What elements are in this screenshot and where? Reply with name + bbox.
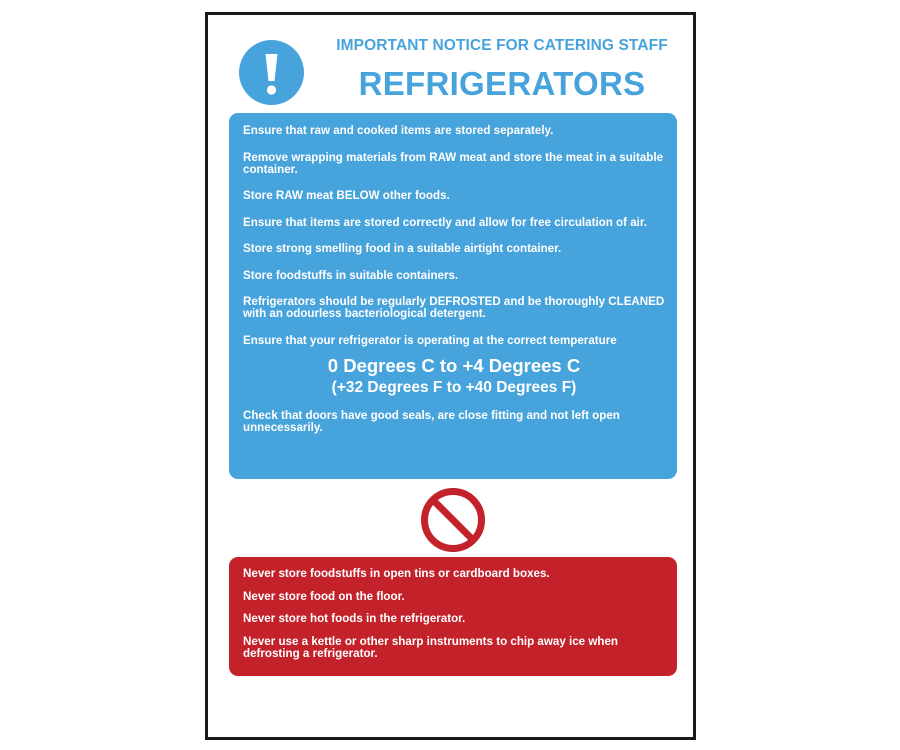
temperature-fahrenheit: (+32 Degrees F to +40 Degrees F) bbox=[331, 378, 577, 396]
exclamation-icon bbox=[239, 40, 304, 105]
notice-sign bbox=[205, 12, 696, 740]
dos-item: Store strong smelling food in a suitable airtight container. bbox=[243, 242, 562, 255]
donts-panel bbox=[229, 557, 677, 676]
dos-panel bbox=[229, 113, 677, 479]
donts-item: Never store foodstuffs in open tins or cardboard boxes. bbox=[243, 567, 550, 580]
dos-item: Ensure that items are stored correctly and allow for free circulation of air. bbox=[243, 215, 647, 229]
dos-item: Store foodstuffs in suitable containers. bbox=[243, 268, 459, 282]
notice-subtitle: IMPORTANT NOTICE FOR CATERING STAFF bbox=[336, 37, 668, 54]
dos-item: Remove wrapping materials from RAW meat and store the meat in a suitable container. bbox=[243, 150, 664, 176]
temperature-celsius: 0 Degrees C to +4 Degrees C bbox=[327, 354, 581, 376]
notice-title: REFRIGERATORS bbox=[358, 65, 646, 102]
donts-item: Never store food on the floor. bbox=[243, 589, 405, 603]
dos-item-final: Check that doors have good seals, are close fitting and not left open unnecessarily. bbox=[243, 408, 620, 434]
prohibited-icon bbox=[419, 486, 487, 554]
donts-item: Never store hot foods in the refrigerator. bbox=[243, 612, 466, 625]
dos-item: Refrigerators should be regularly DEFROSTED and be thoroughly CLEANED with an odourless bacteriological detergent. bbox=[243, 295, 665, 320]
donts-item: Never use a kettle or other sharp instruments to chip away ice when defrosting a refrigerator. bbox=[243, 634, 618, 660]
dos-item: Ensure that your refrigerator is operating at the correct temperature bbox=[243, 333, 617, 347]
dos-item: Store RAW meat BELOW other foods. bbox=[243, 189, 450, 202]
dos-item: Ensure that raw and cooked items are stored separately. bbox=[243, 124, 554, 137]
